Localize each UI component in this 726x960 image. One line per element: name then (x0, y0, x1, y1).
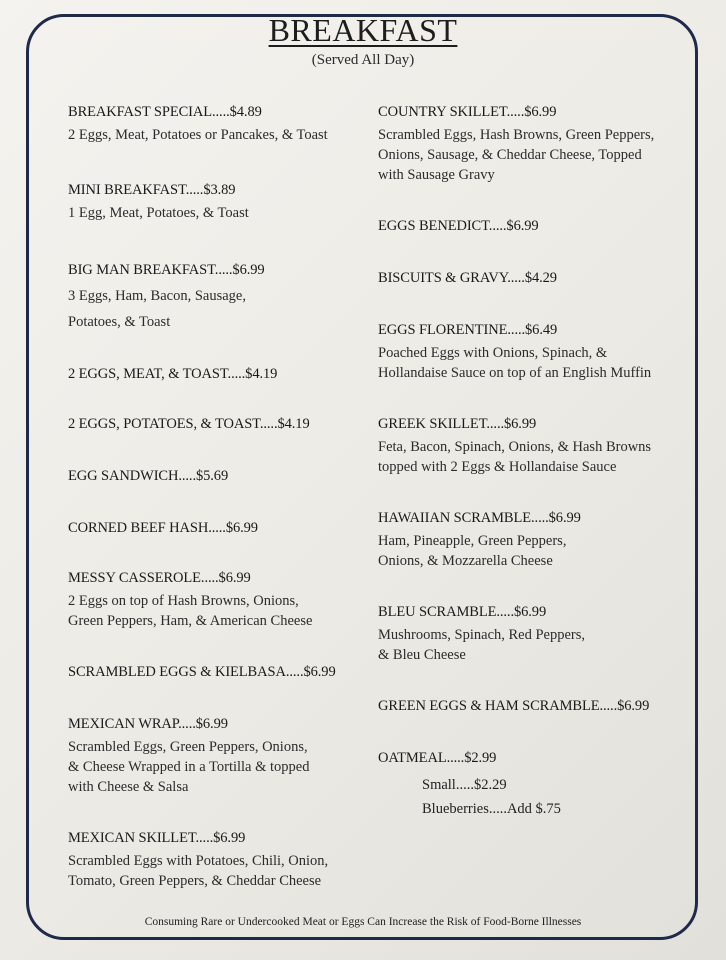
menu-item-messy-casserole (68, 570, 358, 631)
menu-item-breakfast-special (68, 104, 358, 145)
item-name: MESSY CASSEROLE.....$6.99 (68, 570, 251, 586)
menu-item-eggs-benedict (378, 218, 678, 235)
food-safety-notice: Consuming Rare or Undercooked Meat or Eggs Can Increase the Risk of Food-Borne Illnesses (144, 916, 582, 928)
menu-item-mexican-skillet (68, 830, 358, 891)
menu-item-bleu-scramble (378, 604, 678, 665)
menu-item-egg-sandwich (68, 468, 358, 485)
menu-item-biscuits-gravy (378, 270, 678, 287)
item-description: Scrambled Eggs, Green Peppers, Onions, & Cheese Wrapped in a Tortilla & topped with Cheese & Salsa (68, 739, 310, 795)
menu-item-mini-breakfast (68, 182, 358, 223)
item-description: Poached Eggs with Onions, Spinach, & Hollandaise Sauce on top of an English Muffin (378, 345, 652, 381)
menu-item-country-skillet (378, 104, 678, 185)
item-name: CORNED BEEF HASH.....$6.99 (68, 520, 258, 536)
menu-item-scrambled-eggs-kielbasa (68, 664, 358, 681)
item-description: 3 Eggs, Ham, Bacon, Sausage, Potatoes, & Toast (68, 288, 246, 330)
oatmeal-options (378, 773, 678, 821)
item-name: BISCUITS & GRAVY.....$4.29 (378, 270, 557, 286)
item-name: 2 EGGS, MEAT, & TOAST.....$4.19 (68, 366, 278, 382)
menu-item-eggs-florentine (378, 322, 678, 383)
item-name: SCRAMBLED EGGS & KIELBASA.....$6.99 (68, 664, 336, 680)
item-name: BREAKFAST SPECIAL.....$4.89 (68, 104, 262, 120)
option-small: Small.....$2.29 (422, 777, 507, 793)
option-blueberries: Blueberries.....Add $.75 (422, 801, 561, 817)
item-name: MINI BREAKFAST.....$3.89 (68, 182, 236, 198)
item-name: MEXICAN SKILLET.....$6.99 (68, 830, 246, 846)
menu-item-2-eggs-meat-toast (68, 366, 358, 383)
item-name: BIG MAN BREAKFAST.....$6.99 (68, 262, 265, 278)
item-description: 1 Egg, Meat, Potatoes, & Toast (68, 205, 249, 221)
menu-item-2-eggs-potatoes-toast (68, 416, 358, 433)
menu-item-green-eggs-ham-scramble (378, 698, 678, 715)
item-description: Mushrooms, Spinach, Red Peppers, & Bleu Cheese (378, 627, 586, 663)
item-name: GREEK SKILLET.....$6.99 (378, 416, 537, 432)
item-description: Ham, Pineapple, Green Peppers, Onions, & Mozzarella Cheese (378, 533, 567, 569)
item-name: BLEU SCRAMBLE.....$6.99 (378, 604, 547, 620)
item-name: MEXICAN WRAP.....$6.99 (68, 716, 228, 732)
item-name: OATMEAL.....$2.99 (378, 750, 497, 766)
page-title: BREAKFAST (268, 12, 458, 48)
item-name: GREEN EGGS & HAM SCRAMBLE.....$6.99 (378, 698, 650, 714)
menu-item-big-man-breakfast (68, 262, 358, 335)
item-name: HAWAIIAN SCRAMBLE.....$6.99 (378, 510, 581, 526)
item-description: 2 Eggs, Meat, Potatoes or Pancakes, & Toast (68, 127, 328, 143)
item-description: Scrambled Eggs with Potatoes, Chili, Onion, Tomato, Green Peppers, & Cheddar Cheese (68, 853, 329, 889)
item-name: COUNTRY SKILLET.....$6.99 (378, 104, 557, 120)
item-name: EGG SANDWICH.....$5.69 (68, 468, 229, 484)
item-description: Scrambled Eggs, Hash Browns, Green Peppers, Onions, Sausage, & Cheddar Cheese, Topped with Sausage Gravy (378, 127, 655, 183)
menu-item-hawaiian-scramble (378, 510, 678, 571)
item-description: 2 Eggs on top of Hash Browns, Onions, Green Peppers, Ham, & American Cheese (68, 593, 313, 629)
item-name: EGGS BENEDICT.....$6.99 (378, 218, 539, 234)
page-subtitle: (Served All Day) (311, 52, 415, 68)
item-description: Feta, Bacon, Spinach, Onions, & Hash Browns topped with 2 Eggs & Hollandaise Sauce (378, 439, 652, 475)
menu-item-mexican-wrap (68, 716, 358, 797)
menu-item-oatmeal (378, 750, 678, 821)
menu-item-corned-beef-hash (68, 520, 358, 537)
menu-item-greek-skillet (378, 416, 678, 477)
item-name: EGGS FLORENTINE.....$6.49 (378, 322, 558, 338)
item-name: 2 EGGS, POTATOES, & TOAST.....$4.19 (68, 416, 310, 432)
